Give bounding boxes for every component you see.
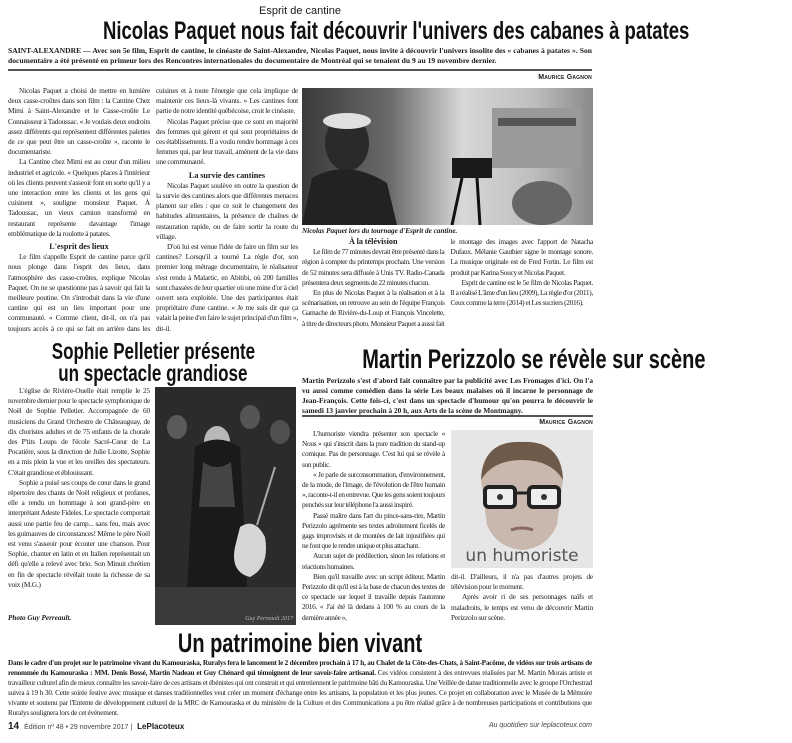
photo-credit: Photo Guy Perreault. [8,614,72,622]
photo-illustration [155,387,296,625]
footer [8,721,184,732]
singer-photo [155,387,296,625]
article-body [302,429,445,623]
paragraph: Après avoir ri de ses personnages naïfs et maladroits, le temps est venu de découvrir Martin Perizzolo sur scène. [451,592,593,622]
paragraph: Le film de 77 minutes devrait être présenté dans la région à compter du printemps prochain. Une version de 52 minutes sera diffusée à Unis TV. Radio-Canada présentera deux segments de 22 minutes chacun. [302,247,445,287]
comedian-photo [451,430,593,568]
divider [8,69,592,71]
filmmaker-photo [302,88,593,225]
article-lede: Dans le cadre d'un projet sur le patrimoine vivant du Kamouraska, Ruralys fera le lancement le 2 décembre prochain à 17 h, au Chalet de la Côte-des-Chats, à Saint-Pacôme, de vidéos sur trois artisans de renommée du Kamouraska : MM. Denis Bossé, Martin Nadeau et Guy Chénard qui témoignent de leur savoir-faire artisanal. [8,659,592,677]
article-body-continued [302,237,593,337]
subheading: La survie des cantines [188,170,266,180]
article-lede: SAINT-ALEXANDRE — Avec son 5e film, Esprit de cantine, le cinéaste de Saint-Alexandre, Nicolas Paquet, nous invite à découvrir l'univers insolite des « cabanes à patates ». Son documentaire a été présenté en primeur lors des Rencontres internationales du documentaire de Montréal qui se tenaient du 9 au 19 novembre dernier. [8,46,592,65]
paragraph: La Cantine chez Mimi est au cœur d'un milieu industriel et agricole. « Quelques places à l'intérieur où les clients peuvent s'asseoir font en sorte qu'il y a une interaction entre les clients et les gens qui cuisinent », souligne monsieur Paquet. À Tadoussac, un vieux camion transformé en restaurant représente davantage l'image emblématique de la roulotte à patates. [8,157,150,238]
website-link[interactable]: Au quotidien sur leplacoteux.com [488,722,592,729]
paragraph: Passé maître dans l'art du pince-sans-rire, Martin Perizzolo agrémente ses textes adroitement ficelés de gags improvisés et de montées de lait injustifiées qui ne font que le rendre unique et plus attachant. [302,510,445,551]
article-body [8,386,150,590]
edition-info: Édition nº 48 • 29 novembre 2017 | [24,724,133,731]
newspaper-logo: LePlacoteux [137,722,185,731]
headline-text: Martin Perizzolo se révèle sur scène [362,344,706,374]
headline-text: Nicolas Paquet nous fait découvrir l'univers des cabanes à patates [103,17,690,45]
paragraph: Sophie a puisé ses coups de cœur dans le grand répertoire des chants de Noël religieux et profanes, elle a rendu un hommage à son grand-père en interprétant Adeste Fideles. Le spectacle comportait aussi une partie feu de camp... sans feu, mais avec les guimauves de circonstances! Même le père Noël est venu s'asseoir pour écouter une chanson. Pour Sophie, chanter en latin et en Italien représentait un défi qu'elle a relevé avec brio. Son Minuit chrétien en fin de spectacle révélait toute la richesse de sa voix (M.G.) [8,477,150,589]
article-headline [302,344,706,374]
photo-watermark: Guy Perreault 2017 [245,616,293,622]
paragraph: Ces vidéos consistent à des entrevues réalisées par M. Martin Morais artiste et travailleur culturel afin de mieux connaître les savoir-faire de ces artisans et ébénistes qui ont construit et qui entretiennent le patrimoine bâti du Kamouraska. Une Veillée de danse traditionnelle avec le groupe l'Orchestrad suivra à 19 h 30. Cette soirée festive avec musique et danses traditionnelles veut créer un moment d'échange entre les artisans, la population et les plus jeunes. Ce projet en collaboration avec le Musée de la Mémoire vivante et soutenu par l'Entente de développement culturel de la MRC de Kamouraska et du ministère de la Culture et des Communications a pu être réalisé grâce à de nombreuses participations et contributions que Ruralys soulignera lors de cet événement. [8,669,592,717]
divider [302,415,593,417]
article-headline [8,340,298,384]
subheading: L'esprit des lieux [49,242,109,252]
article-body-continued [451,572,593,623]
paragraph: Aucun sujet de prédilection, sinon les relations et réactions humaines. [302,551,445,571]
headline-text: Sophie Pelletier présente [51,338,255,364]
article-body [8,86,298,336]
article-headline [0,629,600,657]
page-number: 14 [8,721,20,732]
paragraph: L'église de Rivière-Ouelle était remplie le 25 novembre dernier pour le spectacle symphonique de Noël de Sophie Pelletier. Accompagnée de 60 musiciens du Grand Orchestre de Châteauguay, de dix choristes adultes et de 75 enfants de la chorale des P'tits Loups de l'école Sacré-Cœur de La Pocatière, sous la direction de Julie Lizotte, Sophie en a mis plein la vue et les oreilles des spectateurs. C'était grandiose et éblouissant. [8,386,150,477]
paragraph: Le film s'appelle Esprit de cantine parce qu'il nous plonge dans l'esprit des lieux, dans l'atmosphère des casse-croûtes, explique Nicolas Paquet. On ne se questionne pas à savoir qui fait la meilleure poutine. On s'introduit dans la vie d'une cantine qui est un lieu important pour une communauté. « Comme client, dit-il, on n'a pas toujours accès à ce qui se fait en arrière dans les cuisines et à toute l'énergie que cela implique de maintenir ces lieux-là vivants. » Les cantines font partie de notre identité québécoise, croit le cinéaste. [8,86,298,333]
paragraph: En plus de Nicolas Paquet à la réalisation et à la scénarisation, on retrouve au sein de l'équipe François Gamache de Rivière-du-Loup et François Vincelette, à titre de directeurs photo. Monsieur Paquet a aussi fait le montage des images avec l'apport de Natacha Dufaux. Mélanie Gauthier signe le montage sonore. La musique originale est de Fred Fortin. Le film est produit par Karina Soucy et Nicolas Paquet. [302,237,593,328]
article-body [8,658,592,718]
headline-text: un spectacle grandiose [58,360,248,386]
photo-text: un humoriste [465,546,579,566]
subheading: À la télévision [348,237,398,246]
paragraph: Esprit de cantine est le 5e film de Nicolas Paquet. Il a réalisé L'âme d'un lieu (2009), La règle d'or (2011), Ceux comme la terre (2014) et Les sucriers (2016). [450,277,593,308]
paragraph: Nicolas Paquet précise que ce sont en majorité des femmes qui gèrent et qui sont propriétaires de ces établissements. Il a voulu rendre hommage à ces femmes qui, par leur travail, amènent de la vie dans une communauté. [156,116,298,167]
paragraph: dit-il. D'ailleurs, il n'a pas d'autres projets de télévision pour le moment. [451,572,593,592]
byline: Maurice Gagnon [539,419,593,426]
paragraph: Nicolas Paquet soulève en outre la question de la survie des cantines alors que différentes menaces planent sur elles : que ce soit le changement des habitudes alimentaires, la présence de chaînes de restauration rapide, ou de faire sortir la route du village. [156,180,298,241]
article-lede: Martin Perizzolo s'est d'abord fait connaître par la publicité avec Les Fromages d'ici. On l'a vu aussi comme comédien dans la série Les beaux malaises où il incarne le personnage de Jean-François. Cette fois-ci, c'est dans un spectacle d'humour qu'on pourra le découvrir le samedi 13 janvier prochain à 20 h, aux Arts de la scène de Montmagny. [302,376,593,415]
article-kicker: Esprit de cantine [259,5,341,17]
photo-illustration [302,88,593,225]
paragraph: « Je parle de surconsommation, d'environnement, de la mode, de l'image, de l'évolution de l'être humain », raconte-t-il en entrevue. Que les gens soient toujours penchés sur leur téléphone l'a aussi inspiré. [302,469,445,510]
article-headline [0,17,690,45]
byline: Maurice Gagnon [538,74,592,81]
paragraph: Nicolas Paquet a choisi de mettre en lumière deux casse-croûtes dans son film : la Cantine Chez Mimi à Saint-Alexandre et le Casse-croûte Le Connaisseur à Tadoussac. « Je voulais deux endroits assez différents qui représentent différentes palettes de ce que peut être un casse-croûte », raconte le documentariste. [8,86,150,157]
photo-caption: Nicolas Paquet lors du tournage d'Esprit de cantine. [302,227,458,235]
paragraph: L'humoriste viendra présenter son spectacle « Nous » qui s'inscrit dans la pure tradition du stand-up comique. Pas de personnage. C'est lui qui se révèle à son public. [302,429,445,469]
paragraph: D'où lui est venue l'idée de faire un film sur les cantines? Lorsqu'il a tourné La règle d'or, son premier long métrage documentaire, le réalisateur s'est rendu à Malartic, en Abitibi, où 200 familles sont chassées de leur quartier où une mine d'or à ciel ouvert sera exploitée. Une des participantes était propriétaire d'une cantine. « Je me suis dit que ça valait la peine d'en faire le sujet principal d'un film », dit-il. [156,242,299,333]
headline-text: Un patrimoine bien vivant [177,628,423,658]
paragraph: Bien qu'il travaille avec un script éditeur, Martin Perizzolo dit qu'il est à la base de chacun des textes de ce spectacle sur lequel il travaille depuis l'automne 2016. « J'ai été là dedans à 100 % au cours de la dernière année », [302,571,445,622]
